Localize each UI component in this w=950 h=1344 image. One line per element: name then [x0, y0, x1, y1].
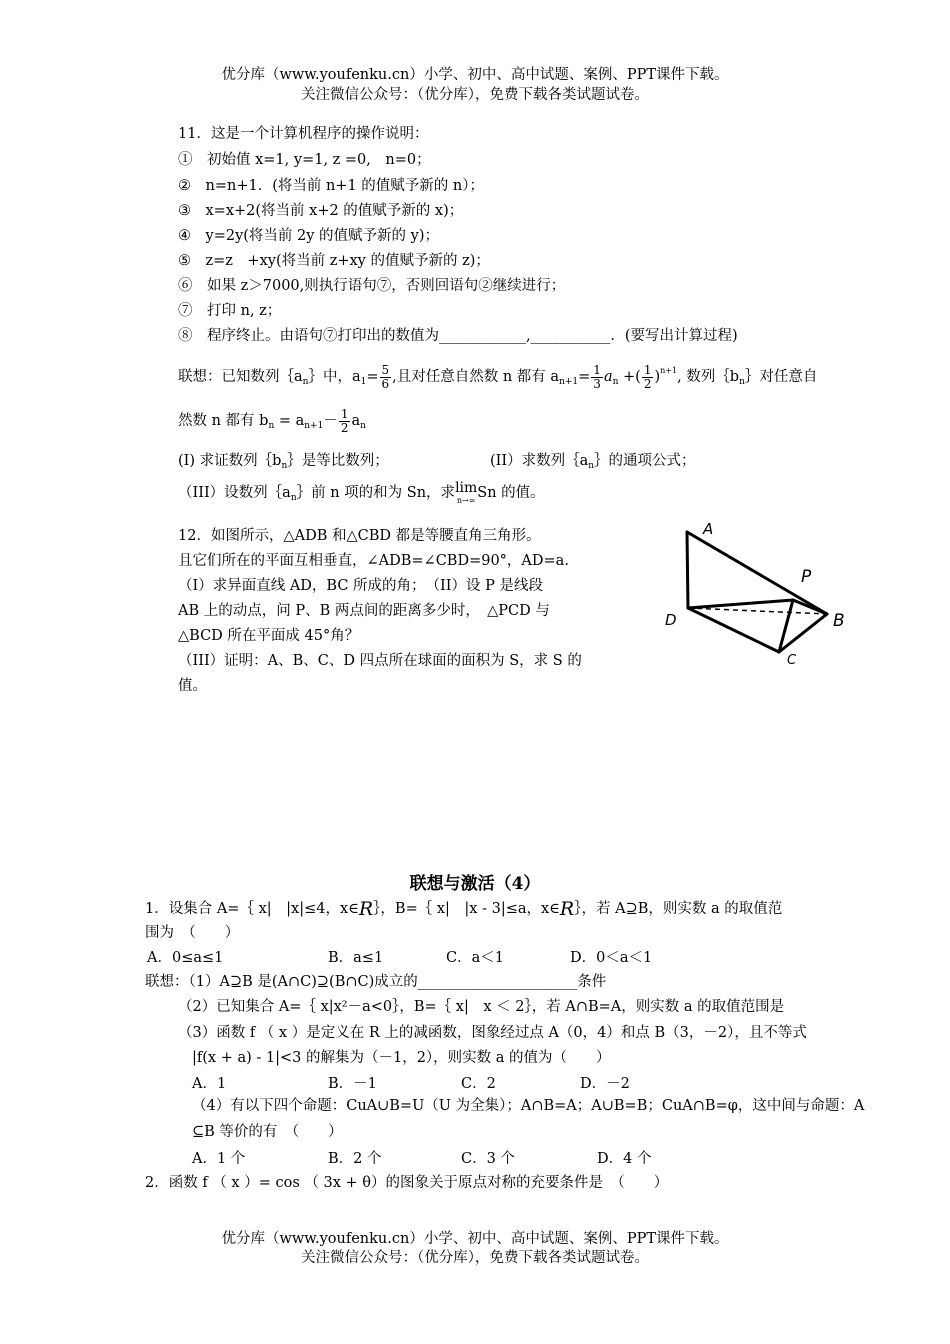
- q11-step-5: ⑤ z=z +xy(将当前 z+xy 的值赋予新的 z)；: [178, 253, 490, 269]
- q11-assoc-line-2: 然数 n 都有 $b_n = a_{n+1}-$ $\frac{1}{2}$ $a_n$: [178, 406, 366, 435]
- section-title: 联想与激活（4）: [409, 874, 541, 894]
- footer-line-2: 关注微信公众号：（优分库），免费下载各类试题试卷。: [301, 1250, 649, 1266]
- s-assoc-3-line-1: （3）函数 f （ x ）是定义在 R 上的减函数，图象经过点 A（0，4）和点 B（3，－2），且不等式: [178, 1025, 807, 1041]
- q12-line-1: 12．如图所示，△ADB 和△CBD 都是等腰直角三角形。: [178, 528, 541, 544]
- q11-step-8: ⑧ 程序终止。由语句⑦打印出的数值为____________,___________．(要写出计算过程): [178, 328, 738, 344]
- q12-line-4: AB 上的动点，问 P、B 两点间的距离多少时， △PCD 与: [178, 603, 550, 619]
- q11-part-1: (I) 求证数列$\{b_n\}$是等比数列；: [178, 453, 389, 471]
- q11-part-2: (II）求数列$\{a_n\}$的通项公式；: [490, 453, 696, 471]
- s-assoc-3-option-c: C．2: [461, 1076, 496, 1092]
- label-B: B: [833, 611, 845, 631]
- s-q1-option-d: D．0＜a＜1: [570, 950, 653, 966]
- footer-line-1: 优分库（www.youfenku.cn）小学、初中、高中试题、案例、PPT课件下载。: [221, 1231, 729, 1247]
- header-line-1: 优分库（www.youfenku.cn）小学、初中、高中试题、案例、PPT课件下载。: [221, 67, 729, 83]
- s-assoc-1: 联想：（1）A⊇B 是(A∩C)⊇(B∩C)成立的______________________条件: [145, 974, 607, 990]
- label-D: D: [665, 611, 677, 629]
- q11-step-3: ③ x=x+2(将当前 x+2 的值赋予新的 x)；: [178, 203, 464, 219]
- header-line-2: 关注微信公众号：（优分库），免费下载各类试题试卷。: [301, 87, 649, 103]
- s-assoc-4-option-c: C．3 个: [461, 1151, 515, 1167]
- label-C: C: [787, 653, 797, 668]
- q11-step-7: ⑦ 打印 n, z；: [178, 303, 282, 319]
- q12-line-2: 且它们所在的平面互相垂直，∠ADB=∠CBD=90°，AD=a.: [178, 553, 569, 569]
- tetrahedron-figure: [655, 512, 865, 672]
- fraction-1-2-b: $\frac{1}{2}$: [340, 406, 349, 435]
- edge-AD: [687, 532, 688, 608]
- s-q1-option-b: B．a≤1: [328, 950, 384, 966]
- s-assoc-3-option-b: B．－1: [328, 1076, 377, 1092]
- s-assoc-4-option-d: D．4 个: [597, 1151, 652, 1167]
- s-assoc-3-line-2: |f(x + a) - 1|<3 的解集为（－1，2），则实数 a 的值为（ ）: [192, 1050, 611, 1066]
- s-q1-line-1: 1．设集合 A=｛ x| |x|≤4，x∈R｝，B=｛ x| |x - 3|≤a，x∈R｝，若 A⊇B，则实数 a 的取值范: [145, 898, 783, 920]
- edge-DC: [688, 608, 779, 652]
- q11-assoc-line-1: 联想：已知数列$\{a_n\}$中，$a_1=$ $\frac{5}{6}$ ,且对任意自然数 n 都有 $a_{n+1}=$ $\frac{1}{3}$ $a_n$ +( $\frac{1}{2}$ )$^{n+1}$, 数列$\{b_n\}$对任意自: [178, 362, 818, 391]
- q11-part-3: （III）设数列$\{a_n\}$前 n 项的和为 Sn，求 lim n→∞ Sn 的值。: [178, 479, 545, 505]
- s-assoc-4-option-b: B．2 个: [328, 1151, 382, 1167]
- s-assoc-3-option-a: A．1: [192, 1076, 227, 1092]
- label-P: P: [801, 567, 812, 587]
- s-assoc-4-line-2: ⊆B 等价的有 （ ）: [192, 1124, 343, 1140]
- q11-step-6: ⑥ 如果 z＞7000,则执行语句⑦，否则回语句②继续进行；: [178, 278, 566, 294]
- q12-line-3: （I）求异面直线 AD，BC 所成的角； （II）设 P 是线段: [178, 578, 543, 594]
- limit-symbol: lim n→∞: [455, 479, 478, 505]
- fraction-5-6: $\frac{5}{6}$: [381, 362, 390, 391]
- q12-line-5: △BCD 所在平面成 45°角？: [178, 628, 360, 644]
- label-A: A: [703, 520, 714, 538]
- s-q2: 2．函数 f （ x ）= cos （ 3x + θ）的图象关于原点对称的充要条件是 （ ）: [145, 1175, 669, 1191]
- q11-intro: 11．这是一个计算机程序的操作说明：: [178, 126, 429, 142]
- fraction-1-2: $\frac{1}{2}$: [643, 362, 652, 391]
- s-assoc-2: （2）已知集合 A=｛ x|x²－a<0｝，B=｛ x| x ＜ 2｝，若 A∩B=A，则实数 a 的取值范围是: [178, 999, 785, 1015]
- edge-DB-dashed: [688, 608, 827, 614]
- q11-step-2: ② n=n+1．(将当前 n+1 的值赋予新的 n）；: [178, 178, 484, 194]
- fraction-1-3: $\frac{1}{3}$: [593, 362, 601, 391]
- s-assoc-4-option-a: A．1 个: [192, 1151, 246, 1167]
- q12-line-7: 值。: [178, 678, 207, 694]
- s-assoc-4-line-1: （4）有以下四个命题：CuA∪B=U（U 为全集）；A∩B=A；A∪B=B；CuA∩B=φ，这中间与命题：A: [192, 1098, 865, 1114]
- s-q1-option-c: C．a＜1: [446, 950, 504, 966]
- s-q1-option-a: A．0≤a≤1: [147, 950, 224, 966]
- q11-step-1: ① 初始值 x=1, y=1, z =0, n=0；: [178, 152, 431, 168]
- s-assoc-3-option-d: D．－2: [580, 1076, 630, 1092]
- edge-DP: [688, 600, 793, 608]
- s-q1-line-2: 围为 （ ）: [145, 925, 240, 941]
- q11-step-4: ④ y=2y(将当前 2y 的值赋予新的 y)；: [178, 228, 440, 244]
- edge-PB: [793, 600, 827, 614]
- q12-line-6: （III）证明：A、B、C、D 四点所在球面的面积为 S，求 S 的: [178, 653, 582, 669]
